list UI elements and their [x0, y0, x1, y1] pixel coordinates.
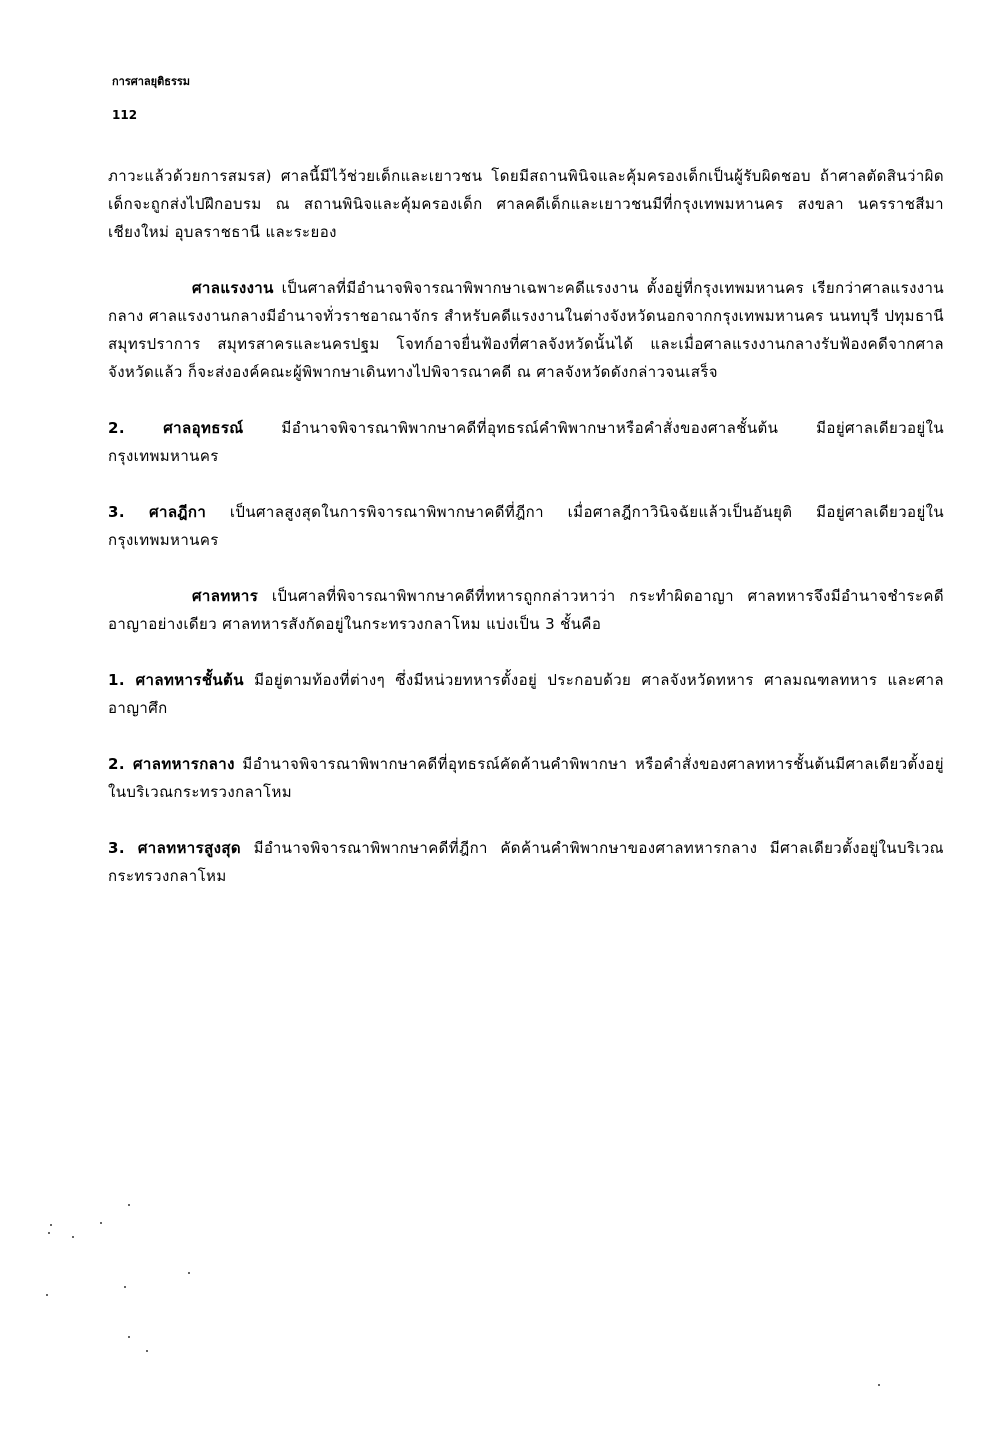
paragraph-military-supreme-court [108, 834, 944, 890]
scan-speck [50, 1224, 52, 1226]
scan-speck [72, 1236, 74, 1238]
scan-speck [46, 1294, 48, 1296]
paragraph-text: เป็นศาลที่มีอำนาจพิจารณาพิพากษาเฉพาะคดีแรงงาน ตั้งอยู่ที่กรุงเทพมหานคร เรียกว่าศาลแรงงานกลาง ศาลแรงงานกลางมีอำนาจทั่วราชอาณาจักร สำหรับคดีแรงงานในต่างจังหวัดนอกจากกรุงเทพมหานคร นนทบุรี ปทุมธานี สมุทรปราการ สมุทรสาครและนครปฐม โจทก์อาจยื่นฟ้องที่ศาลจังหวัดนั้นได้ และเมื่อศาลแรงงานกลางรับฟ้องคดีจากศาลจังหวัดแล้ว ก็จะส่งองค์คณะผู้พิพากษาเดินทางไปพิจารณาคดี ณ ศาลจังหวัดดังกล่าวจนเสร็จ [108, 279, 944, 381]
paragraph-text: มีอำนาจพิจารณาพิพากษาคดีที่อุทธรณ์คัดค้านคำพิพากษา หรือคำสั่งของศาลทหารชั้นต้นมีศาลเดียวตั้งอยู่ในบริเวณกระทรวงกลาโหม [108, 755, 944, 801]
paragraph-text: มีอำนาจพิจารณาพิพากษาคดีที่ฎีกา คัดค้านคำพิพากษาของศาลทหารกลาง มีศาลเดียวตั้งอยู่ในบริเวณกระทรวงกลาโหม [108, 839, 944, 885]
paragraph-text: เป็นศาลสูงสุดในการพิจารณาพิพากษาคดีที่ฎีกา เมื่อศาลฎีกาวินิจฉัยแล้วเป็นอันยุติ มีอยู่ศาลเดียวอยู่ในกรุงเทพมหานคร [108, 503, 945, 549]
paragraph-term: 3. ศาลทหารสูงสุด [108, 839, 242, 857]
paragraph-military-central-court [108, 750, 944, 806]
page-number: 112 [112, 108, 138, 122]
paragraph-term: 1. ศาลทหารชั้นต้น [108, 671, 244, 689]
scan-speck [100, 1222, 102, 1224]
paragraph-term: 2. ศาลทหารกลาง [108, 755, 235, 773]
paragraph-military-court-first-instance [108, 666, 944, 722]
scan-speck [128, 1204, 130, 1206]
paragraph-term: ศาลทหาร [192, 587, 259, 605]
paragraph-text: มีอยู่ตามท้องที่ต่างๆ ซึ่งมีหน่วยทหารตั้งอยู่ ประกอบด้วย ศาลจังหวัดทหาร ศาลมณฑลทหาร และศาลอาญาศึก [108, 671, 944, 717]
paragraph-term: 3. ศาลฎีกา [108, 503, 207, 521]
scan-speck [188, 1272, 190, 1274]
scan-speck [48, 1232, 50, 1234]
paragraph-military-court [108, 582, 944, 638]
scan-speck [128, 1336, 130, 1338]
scan-speck [878, 1384, 880, 1386]
paragraph-supreme-court [108, 498, 944, 554]
paragraph-labour-court [108, 274, 944, 386]
paragraph-text: ภาวะแล้วด้วยการสมรส) ศาลนี้มีไว้ช่วยเด็กและเยาวชน โดยมีสถานพินิจและคุ้มครองเด็กเป็นผู้รับผิดชอบ ถ้าศาลตัดสินว่าผิด เด็กจะถูกส่งไปฝึกอบรม ณ สถานพินิจและคุ้มครองเด็ก ศาลคดีเด็กและเยาวชนมีที่กรุงเทพมหานคร สงขลา นครราชสีมา เชียงใหม่ อุบลราชธานี และระยอง [108, 167, 944, 241]
paragraph-text: มีอำนาจพิจารณาพิพากษาคดีที่อุทธรณ์คำพิพากษาหรือคำสั่งของศาลชั้นต้น มีอยู่ศาลเดียวอยู่ในกรุงเทพมหานคร [108, 419, 945, 465]
paragraph-juvenile-court-continued [108, 162, 944, 246]
paragraph-term: ศาลแรงงาน [192, 279, 274, 297]
running-title: การศาลยุติธรรม [112, 75, 191, 88]
scan-speck [124, 1286, 126, 1288]
document-body [108, 162, 944, 918]
scan-speck [146, 1350, 148, 1352]
paragraph-term: 2. ศาลอุทธรณ์ [108, 419, 244, 437]
paragraph-text: เป็นศาลที่พิจารณาพิพากษาคดีที่ทหารถูกกล่าวหาว่า กระทำผิดอาญา ศาลทหารจึงมีอำนาจชำระคดีอาญาอย่างเดียว ศาลทหารสังกัดอยู่ในกระทรวงกลาโหม แบ่งเป็น 3 ชั้นคือ [108, 587, 944, 633]
paragraph-appeal-court [108, 414, 944, 470]
